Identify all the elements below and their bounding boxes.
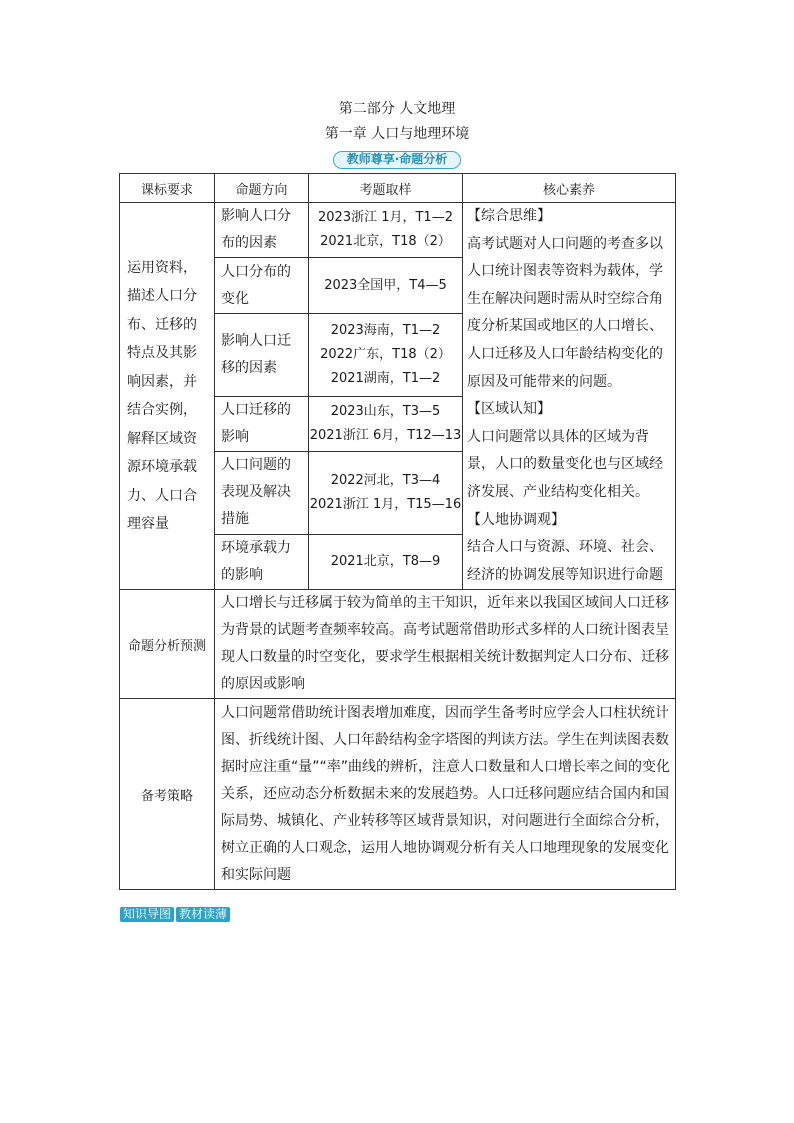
examples-cell: [309, 258, 463, 313]
example-item: 2023山东，T3—5: [330, 403, 441, 419]
example-item: 2022河北，T3—4: [330, 472, 441, 488]
direction-cell: 影响人口分布的因素: [215, 203, 309, 258]
core-paragraph: 人口问题常以具体的区域为背景，人口的数量变化也与区域经济发展、产业结构变化相关。: [467, 428, 663, 500]
header-requirement: 课标要求: [120, 174, 215, 203]
core-literacy-cell: [463, 203, 676, 590]
strategy-text: 人口问题常借助统计图表增加难度，因而学生备考时应学会人口柱状统计图、折线统计图、人口年龄结构金字塔图的判读方法。学生在判读图表数据时应注重“量”“率”曲线的辨析，注意人口数量和人口增长率之间的变化关系，还应动态分析数据未来的发展趋势。人口迁移问题应结合国内和国际局势、城镇化、产业转移等区域背景知识，对问题进行全面综合分析，树立正确的人口观念，运用人地协调观分析有关人口地理现象的发展变化和实际问题: [215, 699, 676, 890]
core-heading: 【人地协调观】: [467, 511, 565, 528]
example-item: 2021湖南，T1—2: [330, 370, 441, 386]
example-item: 2021浙江 6月，T12—13: [309, 427, 462, 443]
header-core: 核心素养: [463, 174, 676, 203]
direction-cell: 人口问题的表现及解决措施: [215, 452, 309, 535]
core-paragraph: 高考试题对人口问题的考查多以人口统计图表等资料为载体，学生在解决问题时需从时空综合角度分析某国或地区的人口增长、人口迁移及人口年龄结构变化的原因及可能带来的问题。: [467, 235, 663, 390]
table-header-row: [120, 174, 676, 203]
teacher-badge: 教师尊享·命题分析: [333, 151, 461, 169]
examples-cell: [309, 203, 463, 258]
example-item: 2021浙江 1月，T15—16: [309, 496, 462, 512]
tag-textbook-reading: 教材读薄: [176, 907, 230, 922]
strategy-row: [120, 699, 676, 890]
examples-cell: [309, 534, 463, 590]
strategy-label: 备考策略: [120, 699, 215, 890]
example-item: 2023全国甲，T4—5: [324, 277, 447, 293]
header-examples: 考题取样: [309, 174, 463, 203]
table-row: [120, 203, 676, 258]
example-item: 2023浙江 1月，T1—2: [318, 210, 453, 226]
direction-cell: 人口分布的变化: [215, 258, 309, 313]
section-tags: [120, 907, 230, 922]
requirement-cell: 运用资料，描述人口分布、迁移的特点及其影响因素，并结合实例，解释区域资源环境承载力、人口合理容量: [120, 203, 215, 590]
analysis-table: [119, 173, 676, 890]
header-direction: 命题方向: [215, 174, 309, 203]
example-item: 2022广东，T18（2）: [320, 346, 451, 362]
chapter-title: 第一章 人口与地理环境: [324, 126, 470, 142]
examples-cell: [309, 396, 463, 451]
direction-cell: 人口迁移的影响: [215, 396, 309, 451]
core-heading: 【区域认知】: [467, 401, 551, 418]
example-item: 2021北京，T18（2）: [320, 234, 451, 250]
core-paragraph: 结合人口与资源、环境、社会、经济的协调发展等知识进行命题: [467, 539, 663, 583]
tag-knowledge-map: 知识导图: [120, 907, 174, 922]
forecast-text: 人口增长与迁移属于较为简单的主干知识，近年来以我国区域间人口迁移为背景的试题考查频率较高。高考试题常借助形式多样的人口统计图表呈现人口数量的时空变化，要求学生根据相关统计数据判定人口分布、迁移的原因或影响: [215, 590, 676, 699]
example-item: 2021北京，T8—9: [330, 554, 441, 570]
direction-cell: 影响人口迁移的因素: [215, 313, 309, 396]
part-title: 第二部分 人文地理: [338, 101, 456, 117]
example-item: 2023海南，T1—2: [330, 322, 441, 338]
forecast-label: 命题分析预测: [120, 590, 215, 699]
examples-cell: [309, 313, 463, 396]
direction-cell: 环境承载力的影响: [215, 534, 309, 590]
forecast-row: [120, 590, 676, 699]
core-heading: 【综合思维】: [467, 208, 551, 224]
examples-cell: [309, 452, 463, 535]
